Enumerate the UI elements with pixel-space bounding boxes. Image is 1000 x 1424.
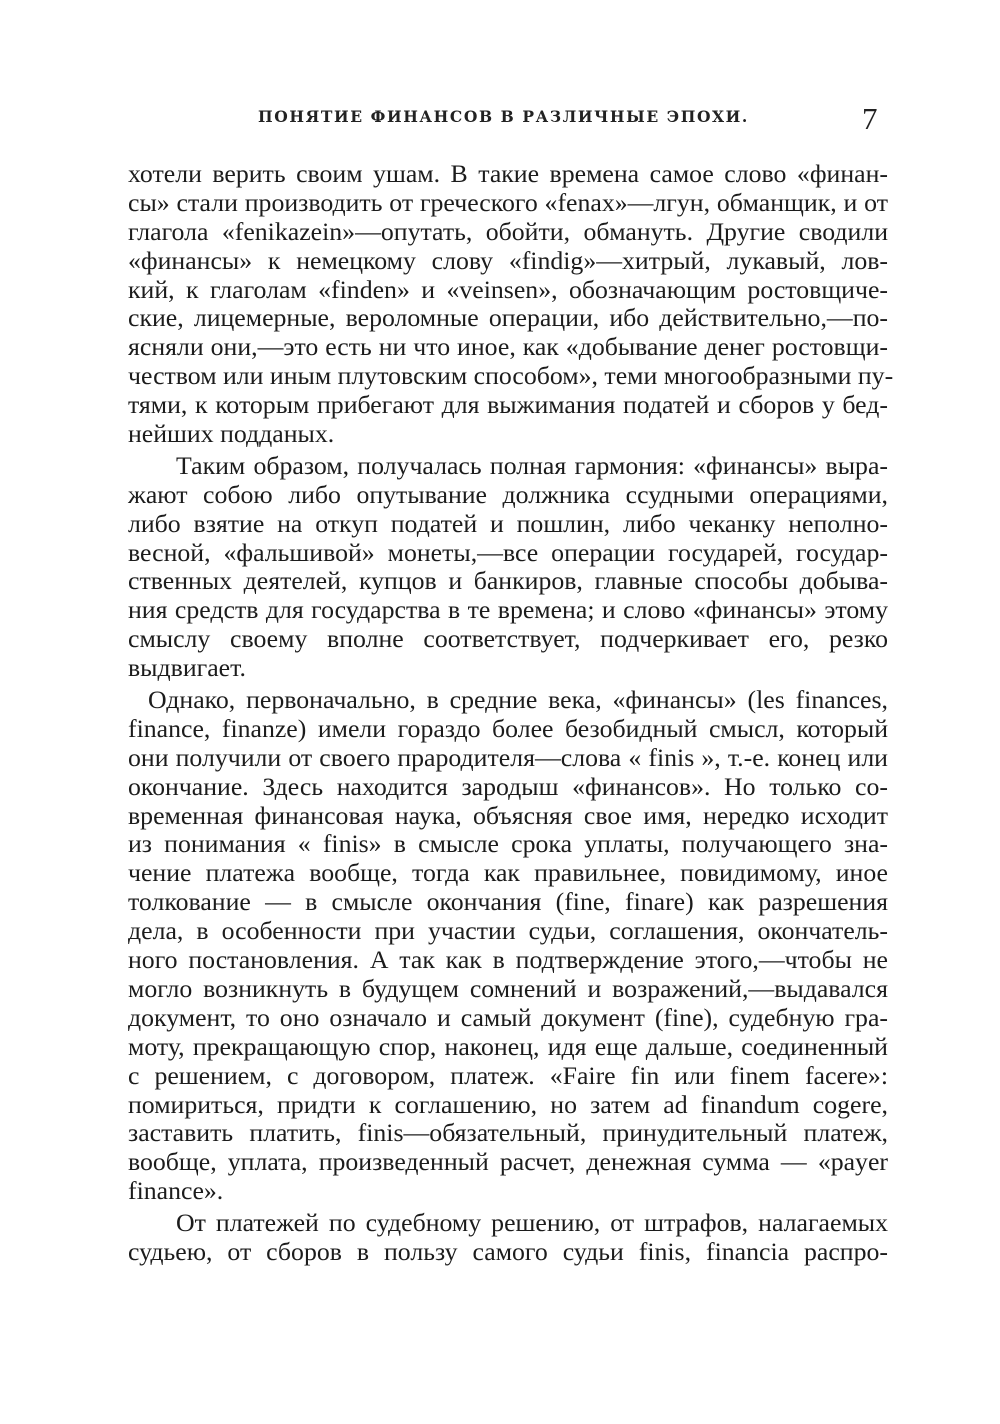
text-line: сы» стали производить от греческого «fenax»—лгун, обманщик, и от <box>128 187 888 217</box>
text-line: «финансы» к немецкому слову «findig»—хитрый, лукавый, лов- <box>128 245 888 275</box>
text-line: Однако, первоначально, в средние века, «финансы» (les finances, <box>148 685 888 715</box>
text-line: кий, к глаголам «finden» и «veinsen», обозначающим ростовщиче- <box>128 274 888 304</box>
text-line: тями, к которым прибегают для выжимания податей и сборов у бед- <box>128 390 888 420</box>
text-line: глагола «fenikazein»—опутать, обойти, обмануть. Другие сводили <box>128 216 888 246</box>
text-line: От платежей по судебному решению, от штрафов, налагаемых <box>176 1208 888 1238</box>
text-line: чение платежа вообще, тогда как правильнее, повидимому, иное <box>128 858 888 888</box>
body-text <box>128 159 894 1267</box>
text-line: ния средств для государства в те времена; и слово «финансы» этому <box>128 595 888 625</box>
text-line: finance». <box>128 1176 224 1206</box>
running-header: ПОНЯТИЕ ФИНАНСОВ В РАЗЛИЧНЫЕ ЭПОХИ. <box>258 107 749 126</box>
text-line: нейших подданых. <box>128 419 335 449</box>
text-line: ственных деятелей, купцов и банкиров, главные способы добыва- <box>128 566 888 596</box>
text-line: с решением, с договором, платеж. «Faire fin или finem facere»: <box>128 1060 888 1090</box>
page-number: 7 <box>862 101 878 136</box>
paragraph <box>128 1209 888 1267</box>
text-line: либо взятие на откуп податей и пошлин, либо чеканку неполно- <box>128 508 888 538</box>
text-line: толкование — в смысле окончания (fine, finare) как разрешения <box>128 887 888 917</box>
text-line: хотели верить своим ушам. В такие времена самое слово «финан- <box>128 159 888 188</box>
text-line: заставить платить, finis—обязательный, принудительный платеж, <box>128 1118 888 1148</box>
text-line: моту, прекращающую спор, наконец, идя еще дальше, соединенный <box>128 1031 888 1061</box>
text-line: выдвигает. <box>128 653 246 683</box>
text-line: они получили от своего прародителя—слова « finis », т.-е. конец или <box>128 742 888 772</box>
paragraph <box>128 452 888 683</box>
paragraph <box>128 159 894 449</box>
text-line: ские, лицемерные, вероломные операции, ибо действительно,—по- <box>128 303 888 333</box>
text-line: судьею, от сборов в пользу самого судьи finis, financia распро- <box>128 1236 888 1266</box>
text-line: весной, «фальшивой» монеты,—все операции государей, государ- <box>128 537 888 567</box>
text-line: ясняли они,—это есть ни что иное, как «добывание денег ростовщи- <box>128 332 888 362</box>
text-line: документ, то оно означало и самый документ (fine), судебную гра- <box>128 1002 888 1032</box>
text-line: окончание. Здесь находится зародыш «финансов». Но только со- <box>128 771 888 801</box>
text-line: дела, в особенности при участии судьи, соглашения, окончатель- <box>128 916 888 946</box>
text-line: finance, finanze) имели гораздо более безобидный смысл, который <box>128 713 888 743</box>
text-line: могло возникнуть в будущем сомнений и возражений,—выдавался <box>128 973 888 1003</box>
text-line: смыслу своему вполне соответствует, подчеркивает его, резко <box>128 624 888 654</box>
text-line: помириться, придти к соглашению, но затем ad finandum cogere, <box>128 1089 888 1119</box>
paragraph <box>128 686 888 1206</box>
text-line: временная финансовая наука, объясняя свое имя, нередко исходит <box>128 800 888 830</box>
text-line: из понимания « finis» в смысле срока уплаты, получающего зна- <box>128 829 888 859</box>
text-line: Таким образом, получалась полная гармония: «финансы» выра- <box>176 450 888 480</box>
text-line: чеством или иным плутовским способом», теми многообразными пу- <box>128 361 894 391</box>
text-line: жают собою либо опутывание должника ссудными операциями, <box>128 479 888 509</box>
text-line: вообще, уплата, произведенный расчет, денежная сумма — «payer <box>128 1147 888 1177</box>
text-line: ного постановления. А так как в подтверждение этого,—чтобы не <box>128 945 888 975</box>
